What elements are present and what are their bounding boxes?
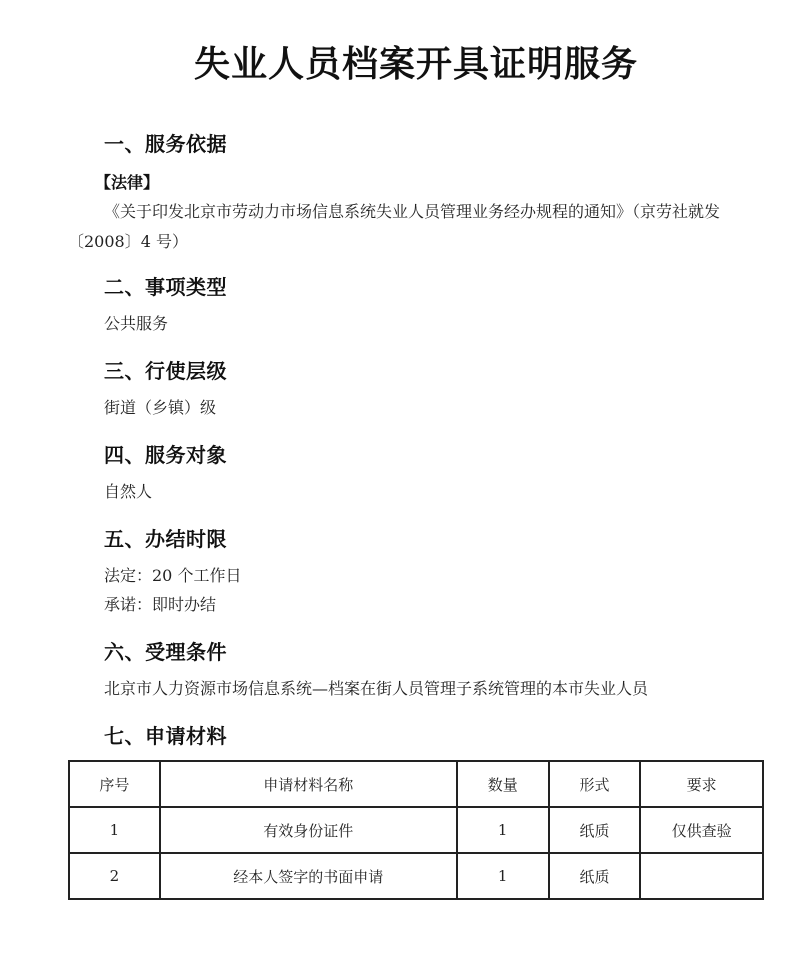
section-heading-level: 三、行使层级 [104,359,227,383]
table-cell-form: 纸质 [549,807,641,853]
section-heading-time-limit: 五、办结时限 [104,527,227,551]
service-level-text: 街道（乡镇）级 [104,398,217,417]
service-type-text: 公共服务 [104,314,169,333]
section-heading-basis: 一、服务依据 [104,132,227,156]
column-header-requirement: 要求 [640,761,763,807]
table-cell-quantity: 1 [457,853,549,899]
table-cell-quantity: 1 [457,807,549,853]
acceptance-conditions-text: 北京市人力资源市场信息系统—档案在街人员管理子系统管理的本市失业人员 [104,679,649,698]
column-header-quantity: 数量 [457,761,549,807]
table-cell-material-name: 经本人签字的书面申请 [160,853,457,899]
column-header-index: 序号 [69,761,160,807]
table-cell-form: 纸质 [549,853,641,899]
document-title: 失业人员档案开具证明服务 [193,44,638,85]
section-heading-materials: 七、申请材料 [104,724,227,748]
column-header-material-name: 申请材料名称 [160,761,457,807]
section-heading-type: 二、事项类型 [104,275,227,299]
section-heading-target: 四、服务对象 [104,443,227,467]
table-cell-requirement [640,853,763,899]
column-header-form: 形式 [549,761,641,807]
law-reference-text: 《关于印发北京市劳动力市场信息系统失业人员管理业务经办规程的通知》（京劳社就发〔2008〕4 号） [68,202,721,251]
table-row [69,807,763,853]
materials-table [68,760,764,900]
section-heading-conditions: 六、受理条件 [104,640,227,664]
table-cell-requirement: 仅供查验 [640,807,763,853]
promised-time-limit: 承诺：即时办结 [104,595,217,614]
table-row [69,853,763,899]
table-cell-material-name: 有效身份证件 [160,807,457,853]
table-cell-index: 1 [69,807,160,853]
legal-time-limit: 法定：20 个工作日 [104,566,242,585]
table-header-row [69,761,763,807]
law-category-tag: 【法律】 [95,173,160,192]
table-cell-index: 2 [69,853,160,899]
service-target-text: 自然人 [104,482,153,501]
